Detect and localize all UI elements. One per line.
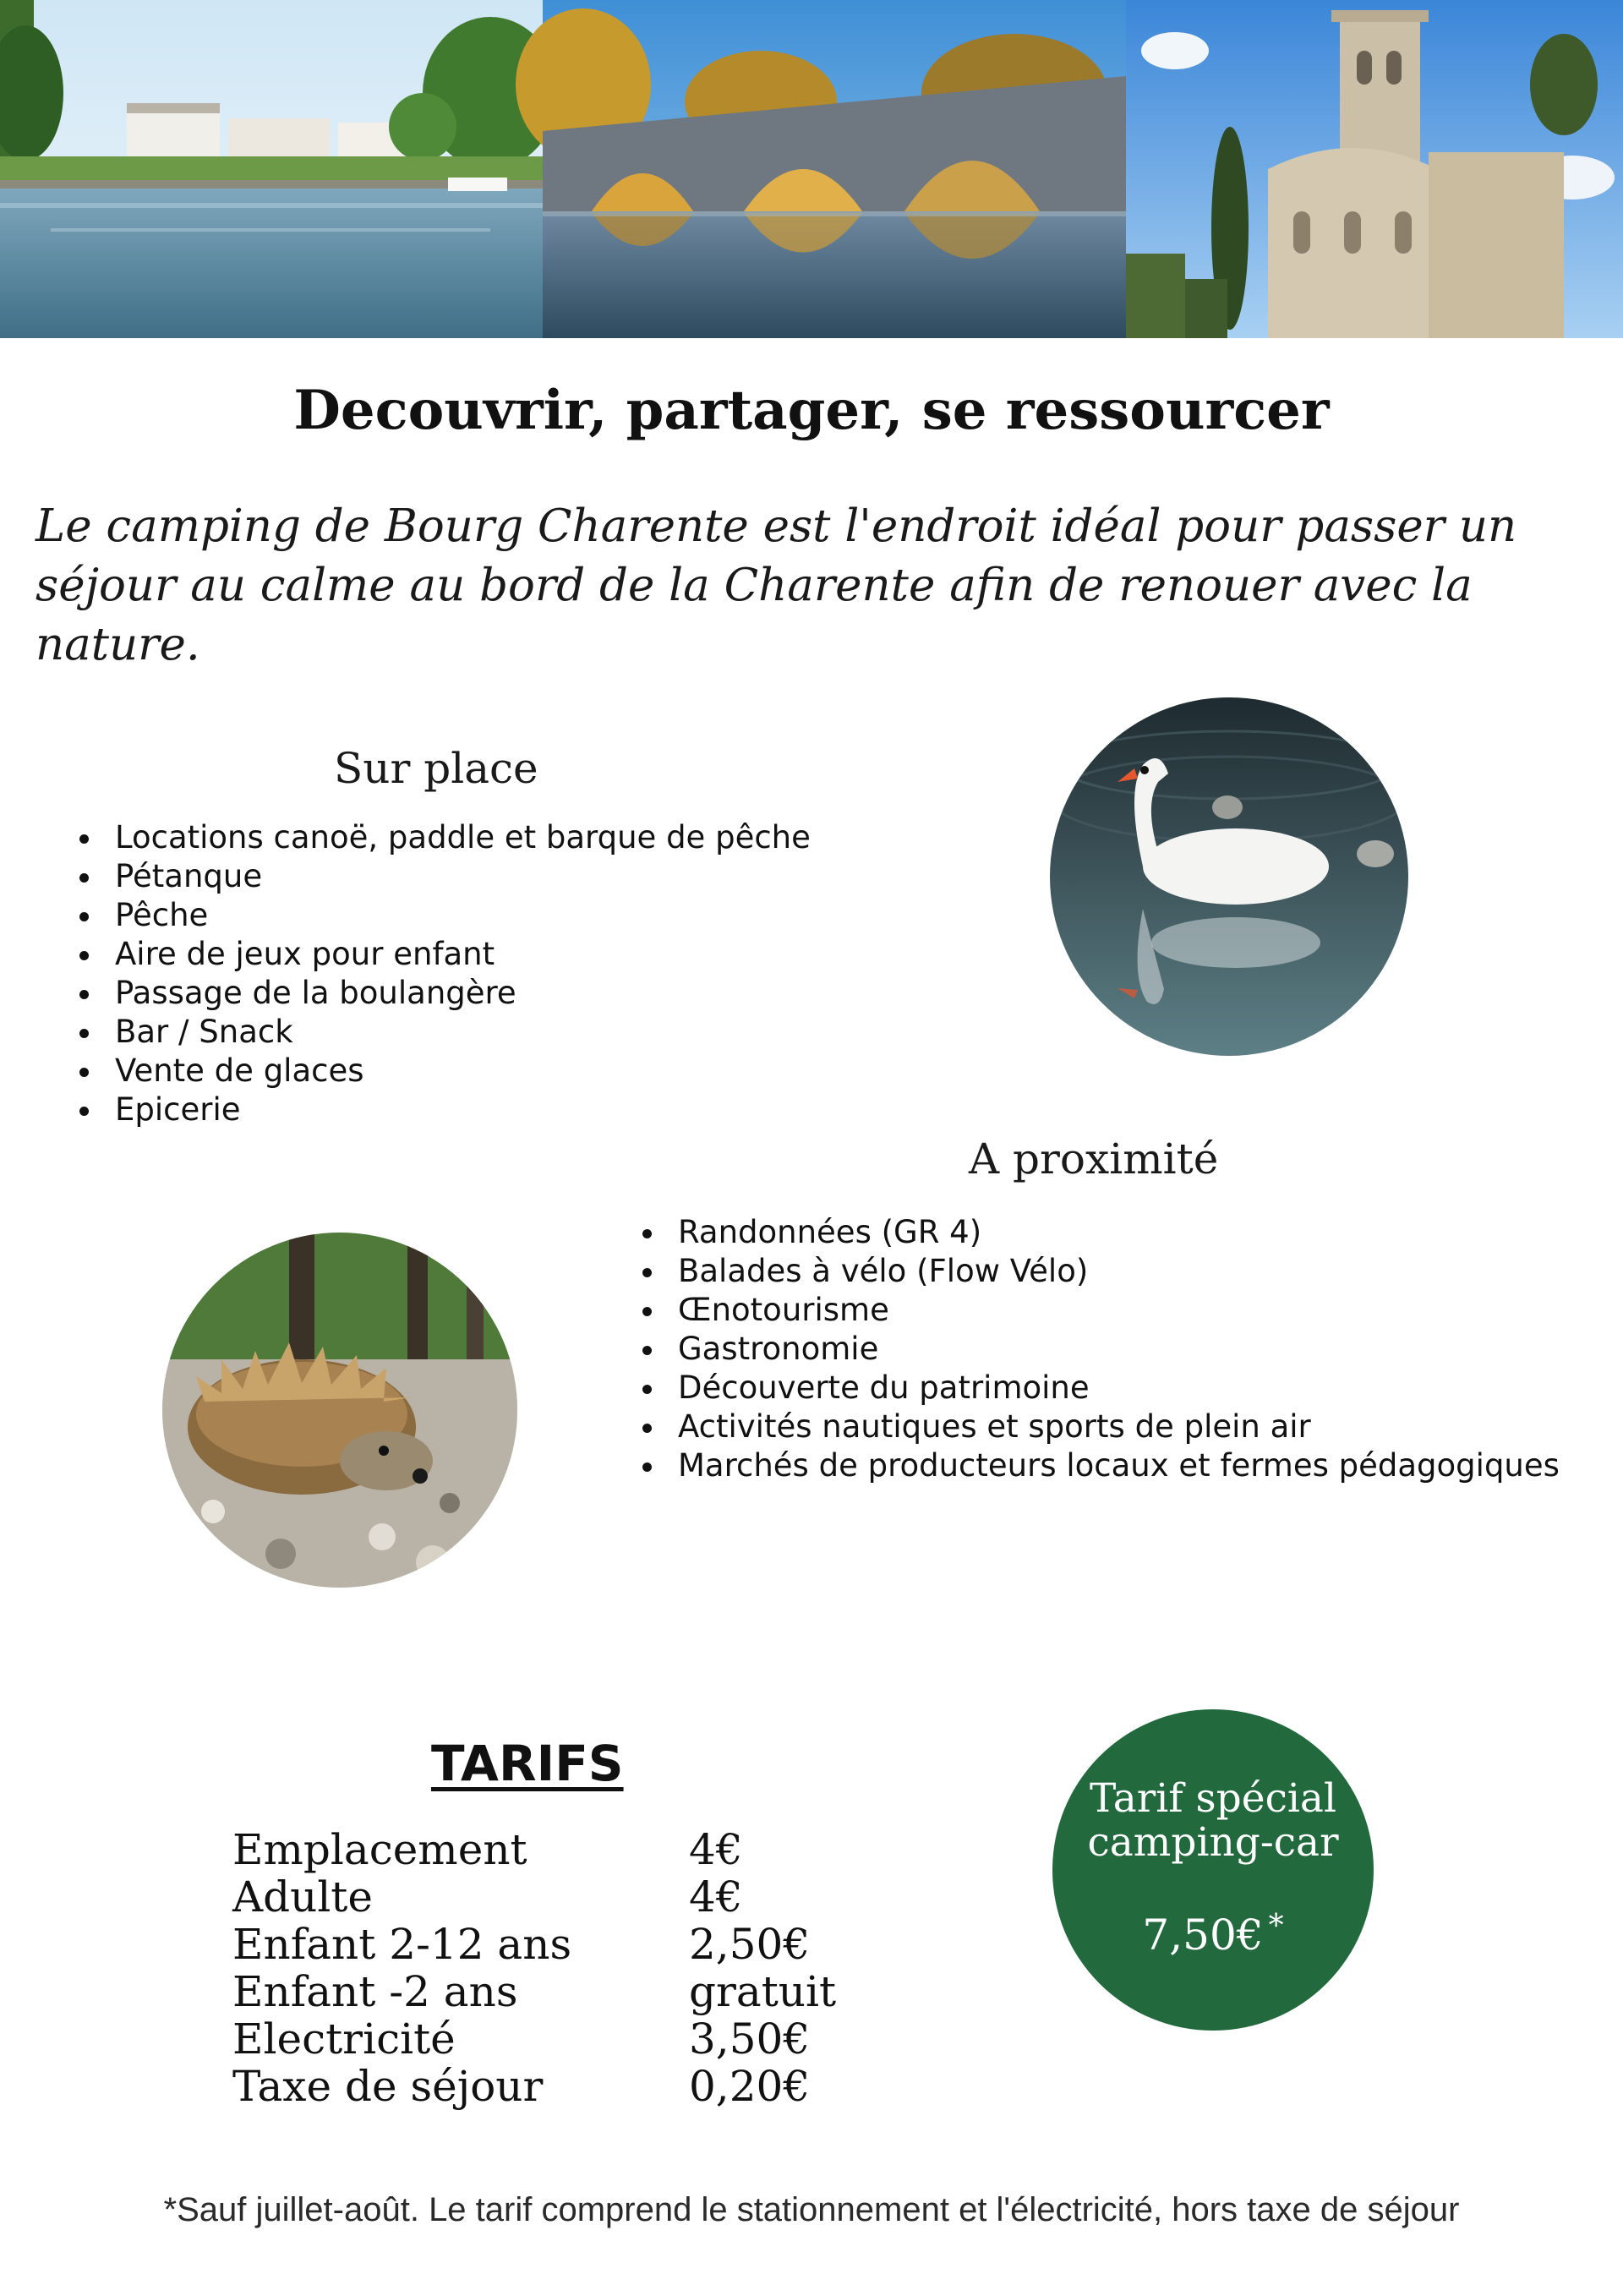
tarif-label: Enfant -2 ans <box>232 1967 518 2016</box>
sur-place-list <box>78 818 811 1129</box>
tarifs-title: TARIFS <box>431 1735 624 1792</box>
list-item: Bar / Snack <box>78 1013 811 1052</box>
tarif-price: gratuit <box>689 1967 837 2016</box>
tarif-row <box>232 2015 909 2063</box>
list-item: Activités nautiques et sports de plein air <box>641 1408 1560 1446</box>
river-village-photo <box>0 0 558 338</box>
list-item: Œnotourisme <box>641 1291 1560 1330</box>
list-item: Epicerie <box>78 1091 811 1129</box>
list-item: Pêche <box>78 896 811 935</box>
tarif-row <box>232 1921 909 1968</box>
tarif-price: 2,50€ <box>689 1920 811 1969</box>
list-item: Vente de glaces <box>78 1052 811 1091</box>
section-title-sur-place: Sur place <box>334 744 538 793</box>
tarif-row <box>232 1826 909 1873</box>
photo-banner <box>0 0 1623 338</box>
tarif-row <box>232 1873 909 1921</box>
section-title-proximite: A proximité <box>969 1134 1219 1184</box>
romanesque-church-photo <box>1126 0 1623 338</box>
tarif-label: Electricité <box>232 2014 456 2064</box>
camping-car-price-badge <box>1052 1709 1374 2031</box>
badge-price-value: 7,50€ <box>1142 1911 1264 1960</box>
list-item: Découverte du patrimoine <box>641 1369 1560 1408</box>
tarif-price: 4€ <box>689 1825 743 1874</box>
list-item: Pétanque <box>78 857 811 896</box>
tarif-price: 3,50€ <box>689 2014 811 2064</box>
tarif-label: Enfant 2-12 ans <box>232 1920 572 1969</box>
list-item: Passage de la boulangère <box>78 974 811 1013</box>
badge-title-line2: camping-car <box>1087 1819 1339 1866</box>
tarif-label: Emplacement <box>232 1825 527 1874</box>
badge-title-line1: Tarif spécial <box>1090 1775 1336 1822</box>
tarifs-table <box>232 1826 909 2110</box>
list-item: Aire de jeux pour enfant <box>78 935 811 974</box>
stone-bridge-photo <box>516 0 1126 338</box>
proximite-list <box>641 1213 1560 1485</box>
list-item: Gastronomie <box>641 1330 1560 1369</box>
badge-asterisk: * <box>1268 1909 1284 1943</box>
list-item: Locations canoë, paddle et barque de pêche <box>78 818 811 857</box>
tarif-row <box>232 1968 909 2015</box>
swan-photo <box>1050 697 1408 1056</box>
list-item: Randonnées (GR 4) <box>641 1213 1560 1252</box>
tarif-price: 0,20€ <box>689 2062 811 2111</box>
tarif-price: 4€ <box>689 1872 743 1922</box>
tarif-label: Adulte <box>232 1872 373 1922</box>
hedgehog-photo <box>162 1233 517 1588</box>
tarif-label: Taxe de séjour <box>232 2062 544 2111</box>
list-item: Marchés de producteurs locaux et fermes pédagogiques <box>641 1446 1560 1485</box>
intro-paragraph: Le camping de Bourg Charente est l'endroit idéal pour passer un séjour au calme au bord de la Charente afin de renouer avec la nature. <box>36 500 1517 670</box>
list-item: Balades à vélo (Flow Vélo) <box>641 1252 1560 1291</box>
badge-price <box>1052 1909 1374 1960</box>
footnote: *Sauf juillet-août. Le tarif comprend le stationnement et l'électricité, hors taxe de séjour <box>163 2191 1460 2228</box>
tarif-row <box>232 2063 909 2110</box>
page-headline: Decouvrir, partager, se ressourcer <box>293 379 1330 442</box>
